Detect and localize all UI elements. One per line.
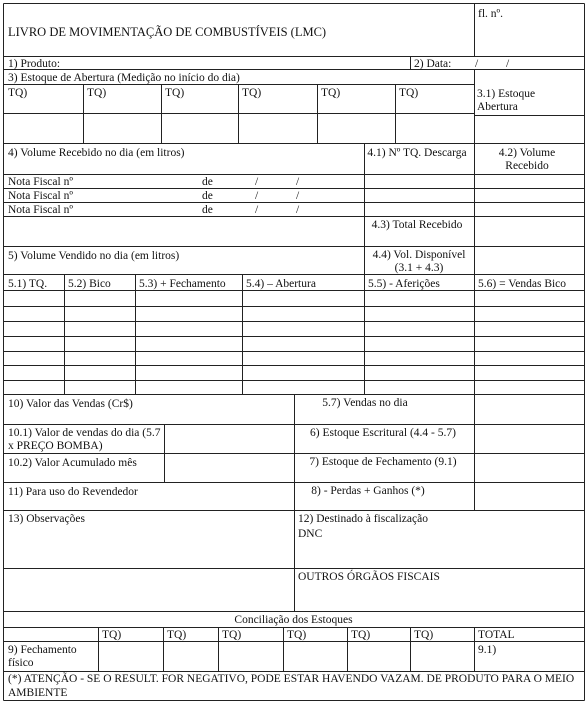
nota-fiscal-label-3: Nota Fiscal nº	[8, 204, 73, 216]
volume-recebido-label: 4.2) Volume Recebido	[498, 147, 556, 172]
data-label: 2) Data:	[414, 58, 452, 70]
valor-acumulado-label: 10.2) Valor Acumulado mês	[8, 457, 137, 469]
conciliacao-tq-4: TQ)	[287, 629, 307, 641]
observacoes-field[interactable]	[6, 527, 294, 611]
column-abertura: 5.4) – Abertura	[246, 278, 316, 290]
fechamento-total-ref: 9.1)	[478, 644, 497, 656]
fiscalizacao-label: 12) Destinado à fiscalização	[298, 513, 428, 525]
column-afericoes: 5.5) - Aferições	[368, 278, 440, 290]
atencao-note: (*) ATENÇÃO - SE O RESULT. FOR NEGATIVO, PODE ESTAR HAVENDO VAZAM. DE PRODUTO PARA O MEIO AMBIENTE	[8, 673, 575, 699]
column-tq: 5.1) TQ.	[8, 278, 48, 290]
observacoes-label: 13) Observações	[8, 513, 85, 525]
dnc-label: DNC	[298, 528, 323, 540]
column-vendas-bico: 5.6) = Vendas Bico	[478, 278, 567, 290]
tq-descarga-label: 4.1) Nº TQ. Descarga	[367, 147, 467, 159]
tank-label-3: TQ)	[165, 87, 185, 99]
conciliacao-tq-1: TQ)	[102, 629, 122, 641]
nota-fiscal-sep-2a: /	[255, 190, 259, 202]
volume-disponivel-label: 4.4) Vol. Disponível (3.1 + 4.3)	[372, 249, 466, 274]
outros-orgaos-label: OUTROS ÓRGÃOS FISCAIS	[298, 571, 440, 583]
estoque-abertura-heading: 3) Estoque de Abertura (Medição no início do dia)	[8, 72, 240, 84]
tank-label-6: TQ)	[399, 87, 419, 99]
valor-vendas-label: 10) Valor das Vendas (Cr$)	[8, 398, 133, 410]
nota-fiscal-sep-3a: /	[255, 204, 259, 216]
estoque-fechamento-label: 7) Estoque de Fechamento (9.1)	[309, 456, 457, 468]
folio-field[interactable]	[512, 6, 584, 24]
nota-fiscal-label-1: Nota Fiscal nº	[8, 176, 73, 188]
produto-field[interactable]	[68, 57, 410, 71]
data-separator-1: /	[475, 58, 479, 70]
fechamento-fisico-label: 9) Fechamento físico	[8, 644, 77, 669]
uso-revendedor-label: 11) Para uso do Revendedor	[8, 486, 138, 498]
nota-fiscal-sep-1b: /	[296, 176, 300, 188]
column-fechamento: 5.3) + Fechamento	[139, 278, 226, 290]
conciliacao-tq-5: TQ)	[351, 629, 371, 641]
nota-fiscal-label-2: Nota Fiscal nº	[8, 190, 73, 202]
column-bico: 5.2) Bico	[68, 278, 111, 290]
tank-label-2: TQ)	[87, 87, 107, 99]
form-title: LIVRO DE MOVIMENTAÇÃO DE COMBUSTÍVEIS (LMC)	[8, 25, 327, 39]
nota-fiscal-sep-2b: /	[296, 190, 300, 202]
tank-label-5: TQ)	[321, 87, 341, 99]
volume-vendido-heading: 5) Volume Vendido no dia (em litros)	[8, 250, 180, 262]
tank-label-4: TQ)	[242, 87, 262, 99]
volume-recebido-heading: 4) Volume Recebido no dia (em litros)	[8, 147, 185, 159]
nota-fiscal-de-3: de	[202, 204, 213, 216]
perdas-ganhos-label: 8) - Perdas + Ganhos (*)	[311, 485, 425, 497]
nota-fiscal-de-1: de	[202, 176, 213, 188]
produto-label: 1) Produto:	[8, 58, 61, 70]
valor-vendas-dia-label: 10.1) Valor de vendas do dia (5.7 x PREÇO BOMBA)	[8, 427, 161, 452]
conciliacao-tq-2: TQ)	[167, 629, 187, 641]
nota-fiscal-de-2: de	[202, 190, 213, 202]
nota-fiscal-sep-1a: /	[255, 176, 259, 188]
conciliacao-total-label: TOTAL	[478, 629, 515, 641]
data-separator-2: /	[506, 58, 510, 70]
conciliacao-tq-6: TQ)	[414, 629, 434, 641]
estoque-escritural-label: 6) Estoque Escritural (4.4 - 5.7)	[310, 427, 456, 439]
conciliacao-heading: Conciliação dos Estoques	[234, 614, 353, 626]
conciliacao-tq-3: TQ)	[222, 629, 242, 641]
estoque-abertura-total-label: 3.1) Estoque Abertura	[477, 88, 536, 113]
tank-label-1: TQ)	[8, 87, 28, 99]
total-recebido-label: 4.3) Total Recebido	[371, 219, 463, 231]
vendas-dia-label: 5.7) Vendas no dia	[322, 397, 408, 409]
folio-label: fl. nº.	[478, 8, 503, 20]
nota-fiscal-sep-3b: /	[296, 204, 300, 216]
